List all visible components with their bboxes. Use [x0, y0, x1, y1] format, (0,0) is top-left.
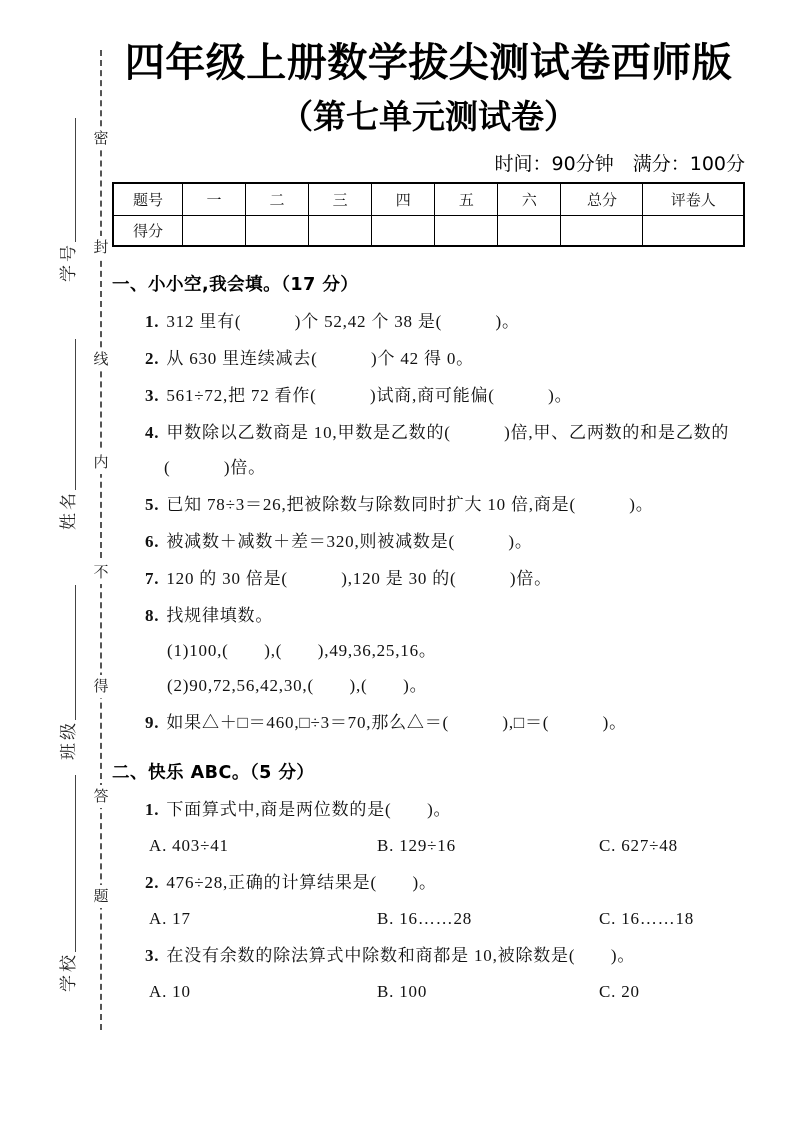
question-line	[112, 871, 745, 895]
question-line	[112, 711, 745, 735]
question-number: 9.	[145, 713, 160, 732]
score-header-cell: 一	[182, 183, 245, 216]
score-table	[112, 182, 745, 247]
question-text: 下面算式中,商是两位数的是( )。	[166, 800, 452, 819]
question-text: 如果△＋□＝460,□÷3＝70,那么△＝( ),□＝( )。	[166, 713, 627, 732]
question-line	[112, 384, 745, 408]
field-name-label: 姓名	[59, 490, 79, 530]
field-name	[58, 339, 80, 530]
field-class-blank-line	[75, 585, 76, 720]
score-header-cell: 三	[309, 183, 372, 216]
field-student-id	[58, 118, 80, 282]
question-number: 3.	[145, 386, 160, 405]
question-text: 从 630 里连续减去( )个 42 得 0。	[166, 349, 474, 368]
question-text: 312 里有( )个 52,42 个 38 是( )。	[166, 312, 520, 331]
option-a: A. 17	[149, 909, 191, 928]
question-line	[112, 493, 745, 517]
field-school-label: 学校	[59, 952, 79, 992]
question-line	[112, 310, 745, 334]
score-cell	[643, 216, 744, 247]
option-c: C. 627÷48	[599, 836, 678, 855]
question-line	[112, 604, 745, 628]
field-school	[58, 775, 80, 992]
paper-content	[112, 38, 745, 1004]
option-a: A. 10	[149, 982, 191, 1001]
question-line	[112, 421, 745, 445]
question-subitem	[112, 639, 745, 663]
score-header-cell: 六	[498, 183, 561, 216]
field-name-blank-line	[75, 339, 76, 490]
question-number: 7.	[145, 569, 160, 588]
question-text: 已知 78÷3＝26,把被除数与除数同时扩大 10 倍,商是( )。	[166, 495, 654, 514]
exam-time-score-info: 时间：90分钟 满分：100分	[494, 153, 745, 175]
question-line	[112, 944, 745, 968]
question-number: 1.	[145, 800, 160, 819]
question-line	[112, 798, 745, 822]
question-text: (2)90,72,56,42,30,( ),( )。	[167, 676, 428, 695]
score-row-label: 得分	[113, 216, 182, 247]
question-line	[112, 347, 745, 371]
question-text: 476÷28,正确的计算结果是( )。	[166, 873, 437, 892]
question-text: 120 的 30 倍是( ),120 是 30 的( )倍。	[166, 569, 552, 588]
choice-options-row	[112, 834, 745, 858]
score-cell	[435, 216, 498, 247]
score-header-cell: 四	[372, 183, 435, 216]
score-header-cell: 二	[246, 183, 309, 216]
question-line	[112, 567, 745, 591]
choice-options-row	[112, 980, 745, 1004]
question-subitem	[112, 674, 745, 698]
question-number: 2.	[145, 349, 160, 368]
score-header-cell: 评卷人	[643, 183, 744, 216]
field-class-label: 班级	[59, 720, 79, 760]
question-number: 2.	[145, 873, 160, 892]
score-cell	[498, 216, 561, 247]
score-header-cell: 五	[435, 183, 498, 216]
score-cell	[561, 216, 643, 247]
seal-char-mi: 密	[91, 127, 111, 150]
score-table-score-row	[113, 216, 744, 247]
question-number: 1.	[145, 312, 160, 331]
paper-subtitle: （第七单元测试卷）	[280, 97, 577, 136]
seal-char-nei: 内	[91, 451, 111, 474]
question-number: 5.	[145, 495, 160, 514]
question-text: 在没有余数的除法算式中除数和商都是 10,被除数是( )。	[166, 946, 636, 965]
field-student-id-blank-line	[75, 118, 76, 242]
seal-dashed-line	[100, 50, 102, 1030]
score-cell	[372, 216, 435, 247]
question-number: 6.	[145, 532, 160, 551]
seal-char-bu: 不	[91, 561, 111, 584]
option-b: B. 100	[377, 982, 428, 1001]
question-text: 561÷72,把 72 看作( )试商,商可能偏( )。	[166, 386, 573, 405]
option-b: B. 16……28	[377, 909, 473, 928]
score-header-cell: 总分	[561, 183, 643, 216]
question-text: 甲数除以乙数商是 10,甲数是乙数的( )倍,甲、乙两数的和是乙数的	[166, 423, 730, 442]
seal-char-de: 得	[91, 675, 111, 698]
question-text: ( )倍。	[164, 458, 266, 477]
seal-char-xian: 线	[91, 348, 111, 371]
question-number: 3.	[145, 946, 160, 965]
score-cell	[246, 216, 309, 247]
question-text: 找规律填数。	[166, 606, 274, 625]
score-header-cell: 题号	[113, 183, 182, 216]
option-b: B. 129÷16	[377, 836, 456, 855]
question-number: 8.	[145, 606, 160, 625]
question-text: (1)100,( ),( ),49,36,25,16。	[167, 641, 437, 660]
score-cell	[309, 216, 372, 247]
paper-title: 四年级上册数学拔尖测试卷西师版	[124, 40, 733, 86]
question-text: 被减数＋减数＋差＝320,则被减数是( )。	[166, 532, 533, 551]
question-line	[112, 530, 745, 554]
field-school-blank-line	[75, 775, 76, 952]
score-table-header-row	[113, 183, 744, 216]
option-c: C. 16……18	[599, 909, 695, 928]
question-number: 4.	[145, 423, 160, 442]
seal-char-da: 答	[91, 785, 111, 808]
field-class	[58, 585, 80, 760]
question-line-continuation	[112, 456, 745, 480]
choice-options-row	[112, 907, 745, 931]
field-student-id-label: 学号	[59, 242, 79, 282]
section-1-heading: 一、小小空,我会填。（17 分）	[112, 275, 359, 295]
seal-char-feng: 封	[91, 236, 111, 259]
section-2-heading: 二、快乐 ABC。（5 分）	[112, 763, 315, 783]
option-c: C. 20	[599, 982, 640, 1001]
score-cell	[182, 216, 245, 247]
seal-char-ti: 题	[91, 885, 111, 908]
option-a: A. 403÷41	[149, 836, 229, 855]
